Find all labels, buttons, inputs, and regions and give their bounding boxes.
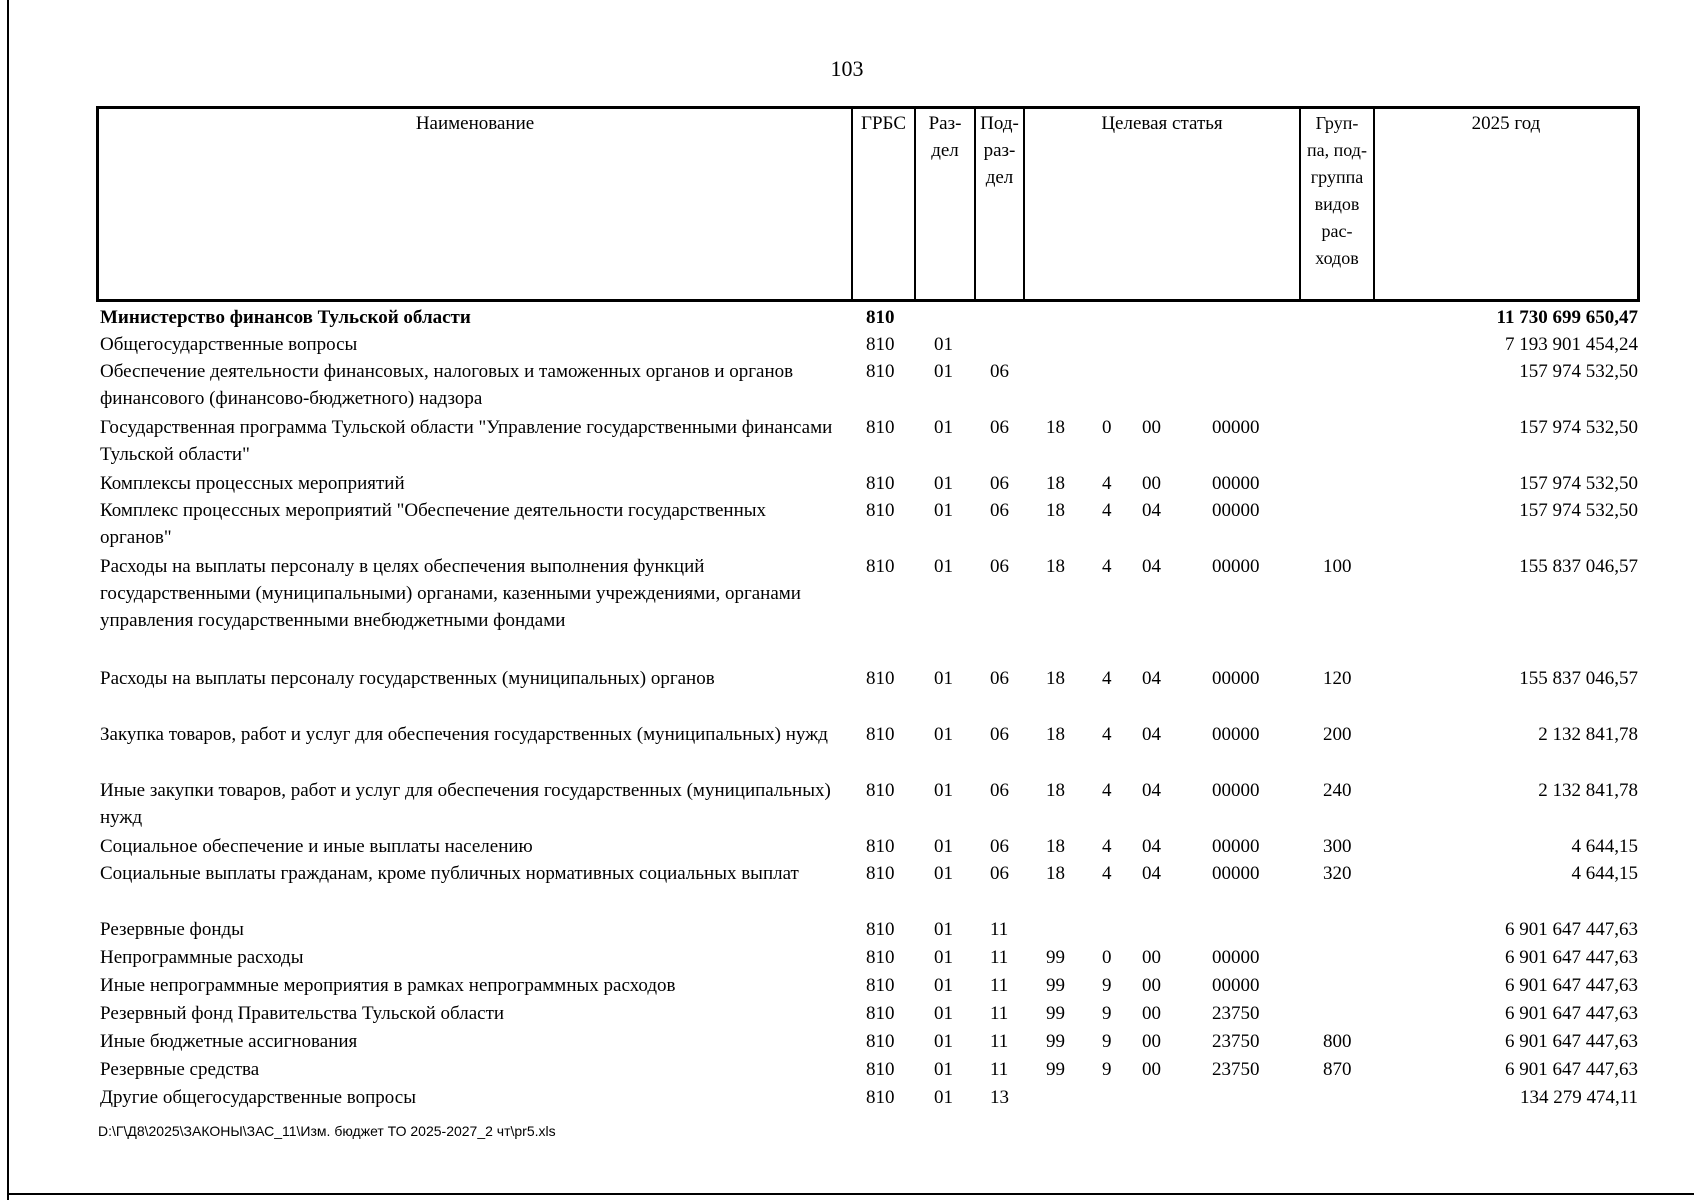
row-razdel: 01 xyxy=(934,919,953,940)
table-row xyxy=(0,470,1694,497)
footer-file-path: D:\Г\Д8\2025\ЗАКОНЫ\ЗАС_11\Изм. бюджет ТО 2025-2027_2 чт\pr5.xls xyxy=(98,1123,556,1139)
row-name: Комплекс процессных мероприятий "Обеспечение деятельности государственных органов" xyxy=(100,500,767,548)
row-podrazdel: 11 xyxy=(990,1003,1009,1024)
row-target-direction: 00000 xyxy=(1212,780,1260,801)
row-target-direction: 23750 xyxy=(1212,1031,1260,1052)
row-amount: 157 974 532,50 xyxy=(1519,417,1638,438)
row-podrazdel: 13 xyxy=(990,1087,1009,1108)
row-target-subprogram: 00 xyxy=(1142,1031,1161,1052)
row-grbs: 810 xyxy=(866,334,895,355)
row-target-subprogram: 00 xyxy=(1142,975,1161,996)
row-target-type: 4 xyxy=(1102,863,1112,884)
row-grbs: 810 xyxy=(866,500,895,521)
table-row xyxy=(0,358,1694,414)
row-target-type: 0 xyxy=(1102,417,1112,438)
row-grbs: 810 xyxy=(866,473,895,494)
row-razdel: 01 xyxy=(934,1003,953,1024)
row-grbs: 810 xyxy=(866,668,895,689)
row-razdel: 01 xyxy=(934,947,953,968)
row-name: Социальное обеспечение и иные выплаты населению xyxy=(100,836,533,857)
row-podrazdel: 06 xyxy=(990,780,1009,801)
row-target-direction: 00000 xyxy=(1212,947,1260,968)
row-amount: 6 901 647 447,63 xyxy=(1505,947,1638,968)
row-target-direction: 00000 xyxy=(1212,417,1260,438)
row-podrazdel: 11 xyxy=(990,947,1009,968)
row-target-direction: 00000 xyxy=(1212,863,1260,884)
row-name: Обеспечение деятельности финансовых, налоговых и таможенных органов и органов финансового (финансово-бюджетного) надзора xyxy=(100,361,794,409)
row-target-program: 18 xyxy=(1046,417,1065,438)
row-target-program: 99 xyxy=(1046,1003,1065,1024)
row-grbs: 810 xyxy=(866,863,895,884)
row-name: Резервные фонды xyxy=(100,919,244,940)
row-target-type: 4 xyxy=(1102,500,1112,521)
row-podrazdel: 06 xyxy=(990,836,1009,857)
row-podrazdel: 06 xyxy=(990,668,1009,689)
row-target-direction: 00000 xyxy=(1212,500,1260,521)
row-target-type: 9 xyxy=(1102,1031,1112,1052)
row-grbs: 810 xyxy=(866,1031,895,1052)
row-name: Комплексы процессных мероприятий xyxy=(100,473,405,494)
row-podrazdel: 11 xyxy=(990,919,1009,940)
row-expense-group: 200 xyxy=(1323,724,1352,745)
table-row xyxy=(0,1000,1694,1028)
row-razdel: 01 xyxy=(934,473,953,494)
row-razdel: 01 xyxy=(934,975,953,996)
row-grbs: 810 xyxy=(866,947,895,968)
row-podrazdel: 06 xyxy=(990,417,1009,438)
row-target-program: 18 xyxy=(1046,668,1065,689)
row-grbs: 810 xyxy=(866,1059,895,1080)
row-podrazdel: 06 xyxy=(990,473,1009,494)
row-amount: 134 279 474,11 xyxy=(1519,1087,1638,1108)
page-number: 103 xyxy=(830,56,864,81)
row-razdel: 01 xyxy=(934,500,953,521)
row-target-subprogram: 00 xyxy=(1142,417,1161,438)
header-name: Наименование xyxy=(415,113,535,134)
row-target-subprogram: 04 xyxy=(1142,500,1161,521)
table-row xyxy=(0,860,1694,916)
row-amount: 6 901 647 447,63 xyxy=(1505,1059,1638,1080)
row-amount: 157 974 532,50 xyxy=(1519,473,1638,494)
row-razdel: 01 xyxy=(934,863,953,884)
row-target-program: 99 xyxy=(1046,1059,1065,1080)
row-expense-group: 100 xyxy=(1323,556,1352,577)
row-amount: 2 132 841,78 xyxy=(1538,724,1638,745)
row-name: Расходы на выплаты персоналу в целях обеспечения выполнения функций государственными (муниципальными) органами, казенными учреждениями, органами управления государственными внебюджетными фондами xyxy=(100,556,801,631)
row-amount: 6 901 647 447,63 xyxy=(1505,975,1638,996)
row-amount: 4 644,15 xyxy=(1571,863,1638,884)
row-grbs: 810 xyxy=(866,724,895,745)
row-target-program: 99 xyxy=(1046,947,1065,968)
row-target-type: 4 xyxy=(1102,780,1112,801)
row-grbs: 810 xyxy=(866,361,895,382)
row-podrazdel: 11 xyxy=(990,1059,1009,1080)
row-expense-group: 240 xyxy=(1323,780,1352,801)
row-podrazdel: 11 xyxy=(990,975,1009,996)
header-year: 2025 год xyxy=(1471,113,1541,134)
row-podrazdel: 06 xyxy=(990,361,1009,382)
row-razdel: 01 xyxy=(934,1087,953,1108)
row-target-subprogram: 04 xyxy=(1142,863,1161,884)
row-grbs: 810 xyxy=(866,1003,895,1024)
row-razdel: 01 xyxy=(934,1031,953,1052)
row-target-direction: 23750 xyxy=(1212,1003,1260,1024)
table-row xyxy=(0,833,1694,860)
row-razdel: 01 xyxy=(934,668,953,689)
row-podrazdel: 06 xyxy=(990,500,1009,521)
row-name: Расходы на выплаты персоналу государственных (муниципальных) органов xyxy=(100,668,715,689)
row-podrazdel: 06 xyxy=(990,724,1009,745)
row-target-program: 99 xyxy=(1046,1031,1065,1052)
row-grbs: 810 xyxy=(866,780,895,801)
row-target-type: 4 xyxy=(1102,556,1112,577)
table-row xyxy=(0,497,1694,553)
row-grbs: 810 xyxy=(866,307,895,328)
table-row xyxy=(0,1084,1694,1112)
table-row xyxy=(0,414,1694,470)
row-target-program: 18 xyxy=(1046,863,1065,884)
row-amount: 6 901 647 447,63 xyxy=(1505,1031,1638,1052)
row-amount: 155 837 046,57 xyxy=(1519,556,1638,577)
row-target-program: 18 xyxy=(1046,836,1065,857)
row-target-direction: 00000 xyxy=(1212,724,1260,745)
row-razdel: 01 xyxy=(934,334,953,355)
row-amount: 11 730 699 650,47 xyxy=(1496,307,1638,328)
row-amount: 157 974 532,50 xyxy=(1519,500,1638,521)
row-grbs: 810 xyxy=(866,417,895,438)
row-razdel: 01 xyxy=(934,556,953,577)
row-expense-group: 870 xyxy=(1323,1059,1352,1080)
table-row xyxy=(0,972,1694,1000)
row-grbs: 810 xyxy=(866,919,895,940)
row-name: Резервные средства xyxy=(100,1059,260,1080)
row-podrazdel: 11 xyxy=(990,1031,1009,1052)
page-frame-bottom xyxy=(7,1193,1694,1195)
row-amount: 4 644,15 xyxy=(1571,836,1638,857)
row-target-direction: 00000 xyxy=(1212,836,1260,857)
row-target-type: 4 xyxy=(1102,724,1112,745)
row-target-type: 0 xyxy=(1102,947,1112,968)
row-name: Иные непрограммные мероприятия в рамках непрограммных расходов xyxy=(100,975,676,996)
table-row xyxy=(0,331,1694,358)
row-name: Другие общегосударственные вопросы xyxy=(100,1087,416,1108)
row-target-subprogram: 04 xyxy=(1142,780,1161,801)
row-name: Общегосударственные вопросы xyxy=(100,334,358,355)
row-target-program: 18 xyxy=(1046,556,1065,577)
header-podrazdel: Под- раз- дел xyxy=(980,113,1019,188)
row-target-type: 4 xyxy=(1102,836,1112,857)
row-amount: 155 837 046,57 xyxy=(1519,668,1638,689)
row-expense-group: 320 xyxy=(1323,863,1352,884)
table-body xyxy=(0,304,1694,1112)
row-podrazdel: 06 xyxy=(990,863,1009,884)
row-grbs: 810 xyxy=(866,975,895,996)
row-target-type: 4 xyxy=(1102,473,1112,494)
row-target-type: 9 xyxy=(1102,1059,1112,1080)
table-row xyxy=(0,777,1694,833)
row-expense-group: 800 xyxy=(1323,1031,1352,1052)
row-amount: 157 974 532,50 xyxy=(1519,361,1638,382)
row-target-subprogram: 04 xyxy=(1142,836,1161,857)
row-name: Иные бюджетные ассигнования xyxy=(100,1031,358,1052)
table-row xyxy=(0,665,1694,721)
row-podrazdel: 06 xyxy=(990,556,1009,577)
row-target-subprogram: 00 xyxy=(1142,1003,1161,1024)
row-name: Иные закупки товаров, работ и услуг для обеспечения государственных (муниципальных) нужд xyxy=(100,780,831,828)
row-amount: 6 901 647 447,63 xyxy=(1505,919,1638,940)
row-name: Министерство финансов Тульской области xyxy=(100,307,471,328)
row-name: Закупка товаров, работ и услуг для обеспечения государственных (муниципальных) нужд xyxy=(100,724,828,745)
row-target-program: 99 xyxy=(1046,975,1065,996)
table-row xyxy=(0,916,1694,944)
table-row xyxy=(0,944,1694,972)
row-razdel: 01 xyxy=(934,361,953,382)
row-name: Государственная программа Тульской области "Управление государственными финансами Тульской области" xyxy=(100,417,833,465)
row-target-direction: 00000 xyxy=(1212,556,1260,577)
row-target-program: 18 xyxy=(1046,780,1065,801)
row-target-direction: 00000 xyxy=(1212,668,1260,689)
row-target-type: 9 xyxy=(1102,1003,1112,1024)
row-target-type: 9 xyxy=(1102,975,1112,996)
row-razdel: 01 xyxy=(934,1059,953,1080)
row-target-subprogram: 04 xyxy=(1142,556,1161,577)
row-grbs: 810 xyxy=(866,556,895,577)
table-row xyxy=(0,721,1694,777)
row-name: Непрограммные расходы xyxy=(100,947,304,968)
header-razdel: Раз- дел xyxy=(928,113,962,161)
row-name: Социальные выплаты гражданам, кроме публичных нормативных социальных выплат xyxy=(100,863,799,884)
row-target-subprogram: 00 xyxy=(1142,473,1161,494)
row-target-direction: 23750 xyxy=(1212,1059,1260,1080)
row-target-program: 18 xyxy=(1046,500,1065,521)
row-target-subprogram: 04 xyxy=(1142,724,1161,745)
row-expense-group: 300 xyxy=(1323,836,1352,857)
row-razdel: 01 xyxy=(934,780,953,801)
row-amount: 6 901 647 447,63 xyxy=(1505,1003,1638,1024)
table-row xyxy=(0,1028,1694,1056)
table-row xyxy=(0,1056,1694,1084)
row-target-subprogram: 00 xyxy=(1142,1059,1161,1080)
row-name: Резервный фонд Правительства Тульской области xyxy=(100,1003,505,1024)
row-amount: 7 193 901 454,24 xyxy=(1505,334,1638,355)
row-grbs: 810 xyxy=(866,836,895,857)
row-razdel: 01 xyxy=(934,724,953,745)
header-expense-group: Груп- па, под- группа видов рас- ходов xyxy=(1307,113,1367,268)
row-grbs: 810 xyxy=(866,1087,895,1108)
row-target-direction: 00000 xyxy=(1212,473,1260,494)
row-target-program: 18 xyxy=(1046,724,1065,745)
row-expense-group: 120 xyxy=(1323,668,1352,689)
row-target-direction: 00000 xyxy=(1212,975,1260,996)
row-target-program: 18 xyxy=(1046,473,1065,494)
table-row xyxy=(0,304,1694,331)
row-target-subprogram: 04 xyxy=(1142,668,1161,689)
row-razdel: 01 xyxy=(934,836,953,857)
row-amount: 2 132 841,78 xyxy=(1538,780,1638,801)
table-row xyxy=(0,553,1694,665)
row-razdel: 01 xyxy=(934,417,953,438)
row-target-type: 4 xyxy=(1102,668,1112,689)
header-grbs: ГРБС xyxy=(860,113,906,134)
row-target-subprogram: 00 xyxy=(1142,947,1161,968)
header-target-article: Целевая статья xyxy=(1101,113,1223,134)
